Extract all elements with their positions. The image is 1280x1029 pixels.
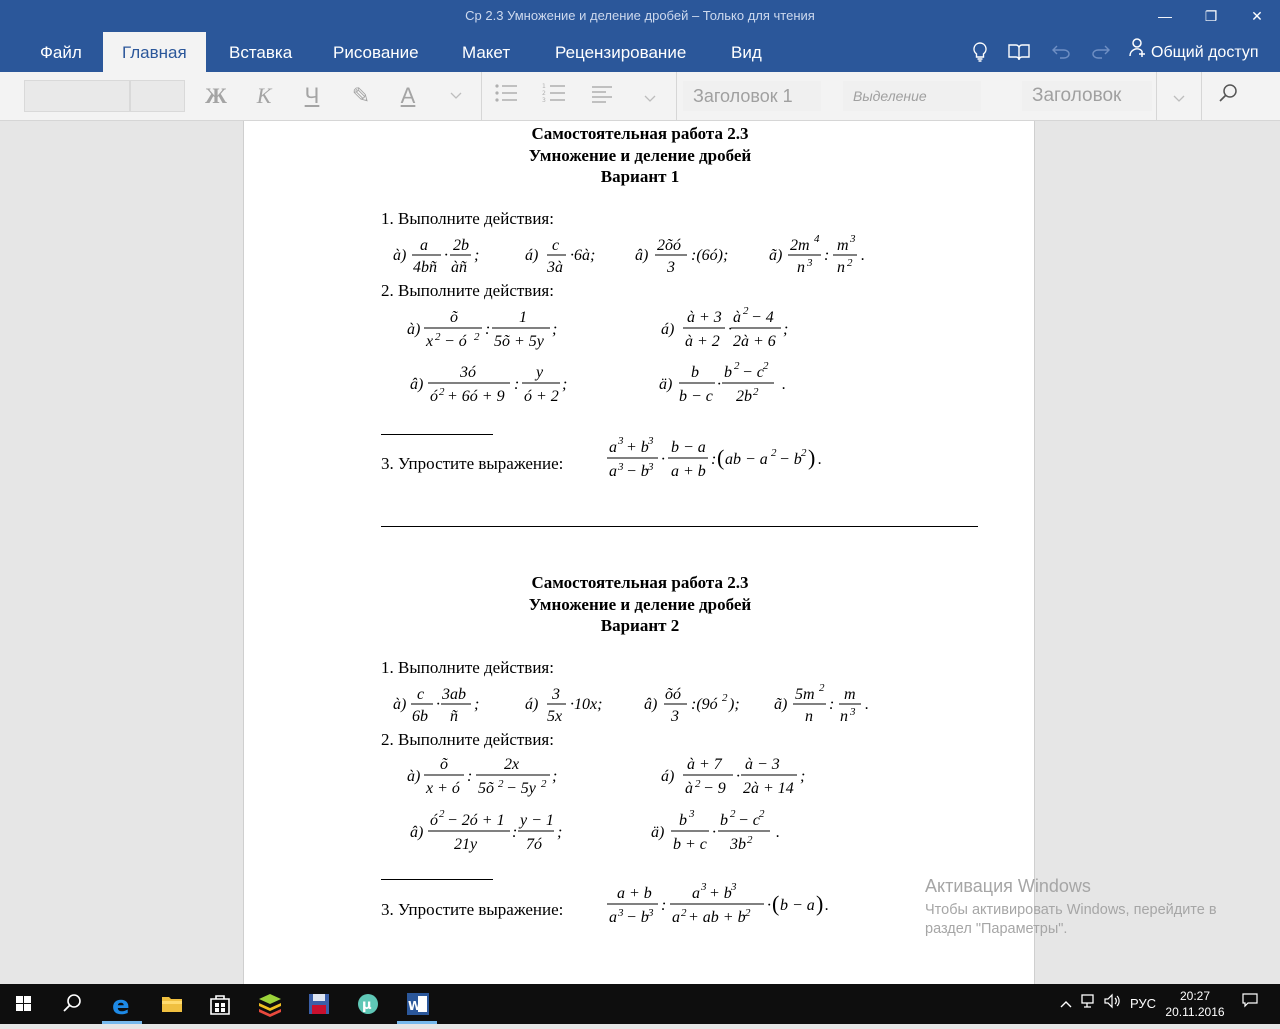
- svg-text:·: ·: [717, 376, 721, 393]
- svg-text:c: c: [552, 237, 560, 254]
- tab-insert[interactable]: Вставка: [229, 43, 293, 62]
- svg-text:2: 2: [745, 907, 751, 919]
- svg-text:y − 1: y − 1: [520, 812, 554, 829]
- svg-text:â): â): [635, 247, 649, 264]
- svg-text::: :: [711, 451, 717, 468]
- svg-text:b + c: b + c: [673, 836, 707, 853]
- v1-task2-formula-g-tail: [720, 356, 800, 411]
- svg-text::: :: [514, 376, 520, 393]
- v1-task3-formula: [604, 431, 834, 486]
- svg-text::(9ó: :(9ó: [691, 696, 718, 713]
- svg-text:â): â): [410, 376, 424, 393]
- chevron-down-icon[interactable]: [1163, 80, 1195, 112]
- svg-text:ó: ó: [430, 812, 438, 829]
- document-page[interactable]: [243, 121, 1035, 1021]
- svg-text:.: .: [861, 247, 865, 264]
- v2-task2-label: 2. Выполните действия:: [381, 730, 554, 749]
- svg-text:2: 2: [730, 808, 736, 820]
- svg-text:b − c: b − c: [679, 388, 713, 405]
- svg-text:(: (: [717, 445, 725, 470]
- word-icon[interactable]: [393, 984, 441, 1024]
- svg-text:2: 2: [743, 305, 749, 317]
- svg-text:2: 2: [439, 808, 445, 820]
- svg-text:2: 2: [771, 447, 777, 459]
- svg-text:à + 2: à + 2: [685, 333, 720, 350]
- svg-text:·: ·: [712, 824, 716, 841]
- svg-text:â): â): [410, 824, 424, 841]
- svg-text:µ: µ: [362, 998, 372, 1013]
- svg-text:3: 3: [648, 435, 654, 447]
- v2-heading-variant: Вариант 2: [600, 616, 680, 635]
- svg-text:3: 3: [701, 881, 707, 893]
- clock-time: 20:27: [1179, 989, 1211, 1003]
- svg-text:b: b: [691, 364, 699, 381]
- align-icon[interactable]: [586, 80, 618, 112]
- svg-text:ñ: ñ: [450, 708, 458, 725]
- file-explorer-icon[interactable]: [148, 984, 196, 1024]
- svg-text:3: 3: [542, 97, 546, 104]
- svg-text:·: ·: [767, 897, 771, 914]
- svg-text:ã): ã): [769, 247, 783, 264]
- language-indicator[interactable]: РУС: [1129, 996, 1157, 1011]
- font-size-box[interactable]: [130, 80, 185, 112]
- svg-text:3ó: 3ó: [460, 364, 476, 381]
- svg-text:ó + 2: ó + 2: [524, 388, 559, 405]
- svg-text:õó: õó: [665, 686, 681, 703]
- svg-text:·: ·: [736, 768, 740, 785]
- floppy-icon[interactable]: [295, 984, 343, 1024]
- svg-text:a: a: [609, 463, 617, 480]
- svg-text:b: b: [720, 812, 728, 829]
- svg-text:;: ;: [557, 824, 563, 841]
- svg-text:5õ: 5õ: [478, 780, 494, 797]
- svg-text:2à + 14: 2à + 14: [743, 780, 794, 797]
- ribbon-tabs: [0, 32, 1280, 72]
- svg-text:21y: 21y: [454, 836, 478, 853]
- svg-text:·: ·: [436, 696, 440, 713]
- svg-text:3: 3: [850, 706, 856, 718]
- svg-text:a: a: [609, 909, 617, 926]
- svg-text:m: m: [844, 686, 856, 703]
- window-title: Ср 2.3 Умножение и деление дробей – Только для чтения: [465, 8, 815, 23]
- svg-text:a + b: a + b: [617, 885, 652, 902]
- svg-text:− 4: − 4: [751, 309, 774, 326]
- svg-text:2m: 2m: [790, 237, 810, 254]
- svg-text:1: 1: [542, 83, 546, 90]
- utorrent-icon[interactable]: [344, 984, 392, 1024]
- v2-task1-label: 1. Выполните действия:: [381, 658, 554, 677]
- style-heading-1[interactable]: Заголовок 1: [683, 81, 821, 111]
- svg-text:− 9: − 9: [703, 780, 726, 797]
- edge-icon[interactable]: [98, 984, 146, 1024]
- svg-text:x + ó: x + ó: [426, 780, 460, 797]
- v2-answer-line: [381, 879, 493, 880]
- svg-text:á): á): [661, 768, 675, 785]
- svg-text:3: 3: [648, 907, 654, 919]
- svg-text:.: .: [825, 897, 829, 914]
- svg-text:2à + 6: 2à + 6: [733, 333, 776, 350]
- svg-text:2: 2: [763, 360, 769, 372]
- svg-text:à): à): [407, 768, 421, 785]
- tab-home[interactable]: Главная: [103, 32, 206, 72]
- store-icon[interactable]: [196, 984, 244, 1024]
- redo-icon[interactable]: [1086, 32, 1116, 72]
- svg-text:2x: 2x: [504, 756, 520, 773]
- v1-task2-label: 2. Выполните действия:: [381, 281, 554, 300]
- svg-text::: :: [829, 696, 835, 713]
- svg-text:2: 2: [747, 834, 753, 846]
- svg-text:2b: 2b: [453, 237, 469, 254]
- toolbar-divider: [481, 72, 482, 121]
- svg-text:a + b: a + b: [671, 463, 706, 480]
- svg-text:2: 2: [681, 907, 687, 919]
- svg-text:a: a: [672, 909, 680, 926]
- svg-text:− 5y: − 5y: [506, 780, 536, 797]
- svg-text:n: n: [840, 708, 848, 725]
- svg-text:b: b: [724, 364, 732, 381]
- svg-text:à + 7: à + 7: [687, 756, 722, 773]
- bluestacks-icon[interactable]: [246, 984, 294, 1024]
- svg-text:2: 2: [847, 257, 853, 269]
- svg-text:3ab: 3ab: [442, 686, 466, 703]
- svg-text:(: (: [772, 891, 780, 916]
- lightbulb-icon[interactable]: [965, 32, 995, 72]
- svg-text:à − 3: à − 3: [745, 756, 780, 773]
- share-button[interactable]: [1128, 32, 1259, 72]
- svg-text:·: ·: [444, 247, 448, 264]
- svg-text:a: a: [609, 439, 617, 456]
- svg-text:2: 2: [759, 808, 765, 820]
- font-name-box[interactable]: [24, 80, 130, 112]
- svg-text:3: 3: [618, 435, 624, 447]
- v1-heading-title: Самостоятельная работа 2.3: [531, 124, 749, 143]
- v2-task1-formulas: [389, 678, 889, 726]
- svg-text:â): â): [644, 696, 658, 713]
- bold-button[interactable]: Ж: [205, 83, 227, 108]
- svg-text:õ: õ: [440, 756, 448, 773]
- watermark-text-1: Чтобы активировать Windows, перейдите в: [925, 902, 1217, 918]
- volume-icon[interactable]: [1102, 984, 1124, 1024]
- watermark-title: Активация Windows: [925, 876, 1091, 896]
- svg-text:.: .: [776, 824, 780, 841]
- watermark-text-2: раздел "Параметры".: [925, 921, 1068, 937]
- tray-overflow-icon[interactable]: [1056, 984, 1076, 1024]
- svg-text:): ): [808, 445, 816, 470]
- svg-text:− b: − b: [626, 463, 649, 480]
- svg-text:à + 3: à + 3: [687, 309, 722, 326]
- share-label: Общий доступ: [1151, 44, 1259, 62]
- tab-file[interactable]: Файл: [40, 43, 82, 62]
- svg-text:b − a: b − a: [780, 897, 815, 914]
- svg-text:3: 3: [671, 708, 679, 725]
- svg-text:x: x: [426, 333, 434, 350]
- svg-text:y: y: [536, 364, 544, 381]
- svg-text:;: ;: [474, 247, 480, 264]
- svg-text:ã): ã): [774, 696, 788, 713]
- italic-button[interactable]: К: [256, 83, 272, 108]
- svg-text::: :: [485, 321, 491, 338]
- svg-text:n: n: [805, 708, 813, 725]
- v1-answer-line: [381, 434, 493, 435]
- svg-text:− b: − b: [626, 909, 649, 926]
- svg-text:;: ;: [474, 696, 480, 713]
- svg-text:·: ·: [728, 321, 732, 338]
- svg-text:+ 6ó + 9: + 6ó + 9: [447, 388, 505, 405]
- svg-text:3: 3: [618, 907, 624, 919]
- svg-text:;: ;: [552, 321, 558, 338]
- v1-task1-formula-d-tail: [829, 229, 879, 277]
- toolbar-divider: [676, 72, 677, 121]
- svg-text:n: n: [797, 259, 805, 276]
- v1-task1-formulas: [389, 229, 829, 277]
- svg-text:à: à: [685, 780, 693, 797]
- svg-text:5õ + 5y: 5õ + 5y: [494, 333, 544, 350]
- svg-text:− 2ó + 1: − 2ó + 1: [447, 812, 505, 829]
- svg-text:m: m: [837, 237, 849, 254]
- toolbar-divider: [1156, 72, 1157, 121]
- svg-text:.: .: [865, 696, 869, 713]
- svg-text:− b: − b: [779, 451, 802, 468]
- minimize-button[interactable]: —: [1158, 8, 1172, 24]
- svg-text:3: 3: [807, 257, 813, 269]
- svg-text:3: 3: [850, 233, 856, 245]
- close-button[interactable]: ✕: [1251, 8, 1263, 24]
- svg-text:;: ;: [800, 768, 806, 785]
- running-indicator: [397, 1021, 437, 1024]
- svg-text:+ b: + b: [626, 439, 649, 456]
- svg-text:à): à): [407, 321, 421, 338]
- svg-text:2õó: 2õó: [657, 237, 681, 254]
- svg-text:2: 2: [734, 360, 740, 372]
- svg-text:·6à;: ·6à;: [570, 247, 596, 264]
- svg-text:n: n: [837, 259, 845, 276]
- svg-text:2: 2: [722, 692, 728, 704]
- svg-text:2: 2: [541, 778, 547, 790]
- svg-text:á): á): [525, 247, 539, 264]
- v2-heading-topic: Умножение и деление дробей: [528, 595, 752, 614]
- svg-text::: :: [512, 824, 518, 841]
- svg-text:2b: 2b: [736, 388, 752, 405]
- tab-layout[interactable]: Макет: [462, 43, 511, 62]
- svg-text:b: b: [679, 812, 687, 829]
- chevron-down-icon[interactable]: [634, 80, 666, 112]
- svg-text:.: .: [818, 451, 822, 468]
- svg-text:3: 3: [731, 881, 737, 893]
- underline-button[interactable]: Ч: [304, 83, 320, 108]
- numbering-icon[interactable]: [538, 80, 570, 112]
- svg-text:2: 2: [435, 331, 441, 343]
- svg-text:·: ·: [661, 451, 665, 468]
- svg-text:2: 2: [439, 386, 445, 398]
- svg-text:+ ab + b: + ab + b: [688, 909, 746, 926]
- svg-text:2: 2: [542, 90, 546, 97]
- svg-text:·10x;: ·10x;: [570, 696, 603, 713]
- svg-text:6b: 6b: [412, 708, 428, 725]
- search-icon[interactable]: [1212, 80, 1244, 112]
- svg-text:e: e: [112, 991, 130, 1021]
- svg-text:àñ: àñ: [451, 259, 467, 276]
- svg-text:W: W: [408, 999, 422, 1013]
- v2-task3-formula: [604, 877, 834, 932]
- v1-task3-label: 3. Упростите выражение:: [381, 454, 564, 473]
- svg-text:2: 2: [498, 778, 504, 790]
- activation-watermark: [925, 876, 1245, 939]
- svg-text:+ b: + b: [709, 885, 732, 902]
- v1-heading-variant: Вариант 1: [600, 167, 680, 186]
- svg-text:c: c: [417, 686, 425, 703]
- svg-text:3: 3: [552, 686, 560, 703]
- svg-text:1: 1: [519, 309, 527, 326]
- svg-text:ó: ó: [430, 388, 438, 405]
- svg-text:ä): ä): [659, 376, 673, 393]
- svg-text:2: 2: [695, 778, 701, 790]
- v1-heading-topic: Умножение и деление дробей: [528, 146, 752, 165]
- toolbar-divider: [1201, 72, 1202, 121]
- book-icon[interactable]: [1004, 32, 1034, 72]
- svg-text:;: ;: [562, 376, 568, 393]
- taskbar: [0, 984, 1280, 1024]
- svg-text:.: .: [782, 376, 786, 393]
- clock[interactable]: [1160, 988, 1230, 1020]
- svg-text:5m: 5m: [795, 686, 815, 703]
- tab-review[interactable]: Рецензирование: [555, 43, 687, 62]
- svg-text:2: 2: [474, 331, 480, 343]
- chevron-down-icon[interactable]: [440, 80, 472, 112]
- svg-text::: :: [467, 768, 473, 785]
- svg-text:a: a: [692, 885, 700, 902]
- svg-text:3à: 3à: [547, 259, 563, 276]
- svg-text:á): á): [525, 696, 539, 713]
- font-color-button[interactable]: А: [400, 83, 416, 108]
- svg-text:3: 3: [618, 461, 624, 473]
- svg-text:á): á): [661, 321, 675, 338]
- svg-text:3: 3: [689, 808, 695, 820]
- svg-text:2: 2: [753, 386, 759, 398]
- style-emphasis[interactable]: Выделение: [843, 81, 981, 111]
- svg-text:): ): [816, 891, 824, 916]
- v2-task3-label: 3. Упростите выражение:: [381, 900, 564, 919]
- bullets-icon[interactable]: [490, 80, 522, 112]
- svg-text:3b: 3b: [730, 836, 746, 853]
- network-icon[interactable]: [1078, 984, 1100, 1024]
- svg-text:4bñ: 4bñ: [413, 259, 437, 276]
- svg-text:− c: − c: [742, 364, 764, 381]
- svg-text::(6ó);: :(6ó);: [691, 247, 729, 264]
- tab-draw[interactable]: Рисование: [333, 43, 419, 62]
- svg-text:a: a: [420, 237, 428, 254]
- tab-view[interactable]: Вид: [731, 43, 762, 62]
- svg-text:à: à: [733, 309, 741, 326]
- svg-text:3: 3: [667, 259, 675, 276]
- v1-task1-label: 1. Выполните действия:: [381, 209, 554, 228]
- running-indicator: [102, 1021, 142, 1024]
- svg-text:2: 2: [801, 447, 807, 459]
- variant-separator: [381, 526, 978, 527]
- svg-text:2: 2: [819, 682, 825, 694]
- style-heading[interactable]: Заголовок: [1022, 81, 1152, 111]
- svg-text:õ: õ: [450, 309, 458, 326]
- svg-text:5x: 5x: [547, 708, 563, 725]
- v2-heading-title: Самостоятельная работа 2.3: [531, 573, 749, 592]
- svg-text:7ó: 7ó: [526, 836, 542, 853]
- undo-icon[interactable]: [1046, 32, 1076, 72]
- svg-text:ä): ä): [651, 824, 665, 841]
- v2-task2-formula-g-tail: [716, 805, 796, 860]
- document-area[interactable]: [0, 121, 1280, 984]
- search-icon[interactable]: [48, 984, 96, 1024]
- svg-text:à): à): [393, 696, 407, 713]
- person-add-icon: [1128, 32, 1148, 74]
- svg-text:− ó: − ó: [444, 333, 467, 350]
- svg-text:;: ;: [552, 768, 558, 785]
- notifications-icon[interactable]: [1236, 984, 1264, 1024]
- svg-text:ab − a: ab − a: [725, 451, 768, 468]
- svg-text:4: 4: [814, 233, 820, 245]
- title-bar: [0, 0, 1280, 32]
- svg-text:− c: − c: [738, 812, 760, 829]
- clock-date: 20.11.2016: [1165, 1005, 1225, 1019]
- svg-text::: :: [824, 247, 830, 264]
- home-toolbar: [0, 72, 1280, 121]
- svg-text:;: ;: [783, 321, 789, 338]
- windows-start-icon[interactable]: [0, 984, 48, 1024]
- svg-text::: :: [661, 897, 667, 914]
- svg-text:à): à): [393, 247, 407, 264]
- restore-button[interactable]: ❐: [1204, 8, 1218, 24]
- svg-text:b − a: b − a: [671, 439, 706, 456]
- svg-text:3: 3: [648, 461, 654, 473]
- svg-text:);: );: [729, 696, 740, 713]
- highlight-button[interactable]: ✎: [351, 83, 371, 108]
